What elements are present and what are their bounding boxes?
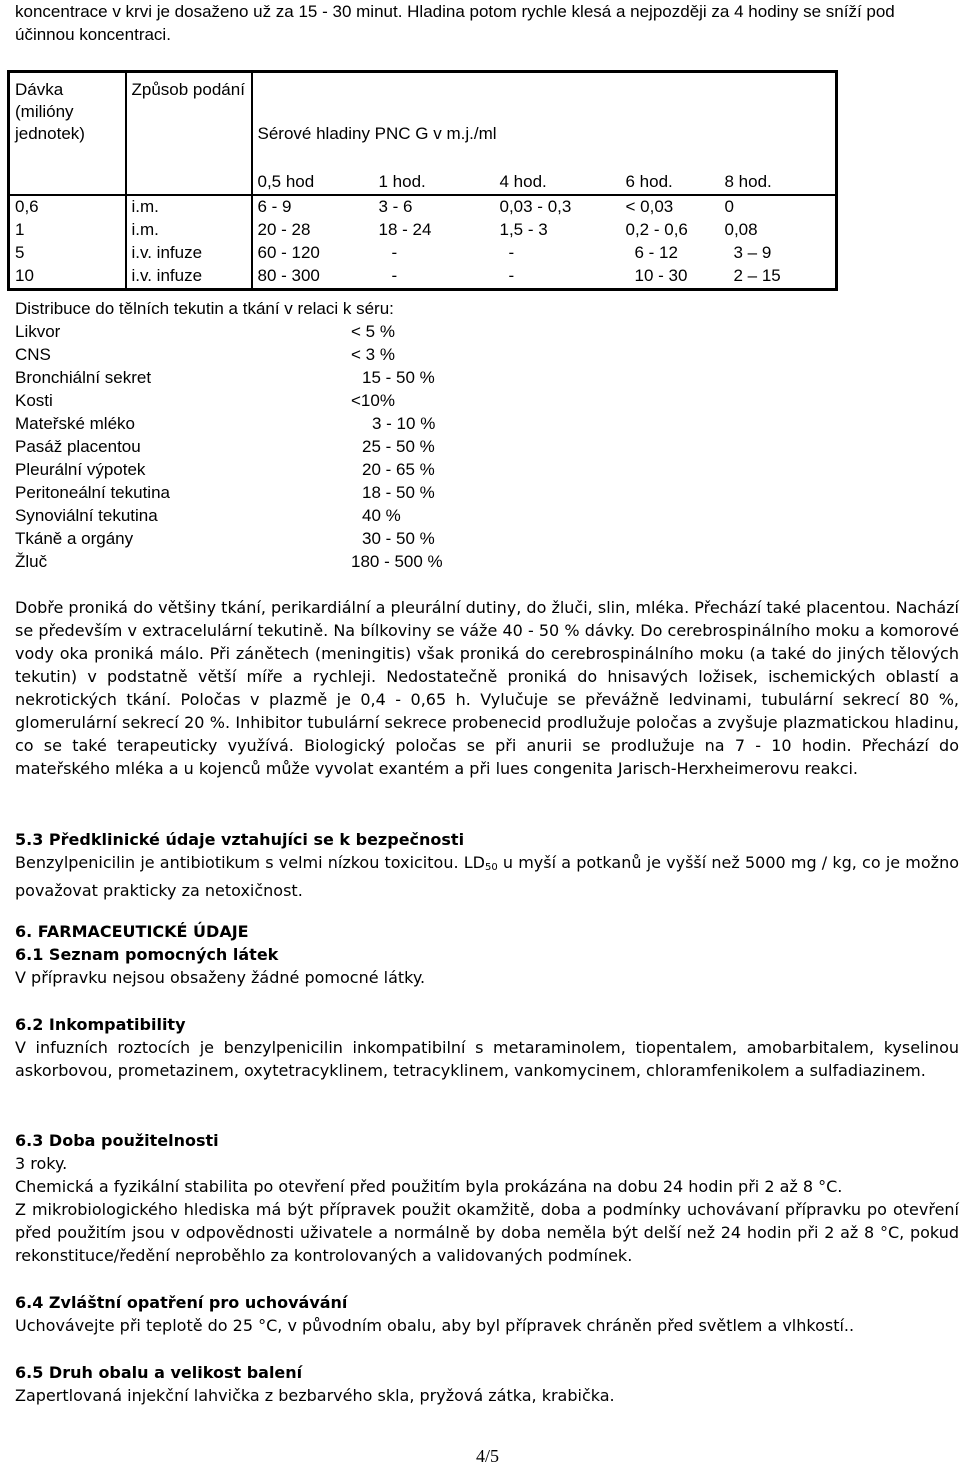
section-text: Chemická a fyzikální stabilita po otevření před použitím byla prokázána na dobu 24 hodin při 2 až 8 °C.	[15, 1177, 843, 1196]
section-text: Benzylpenicilin je antibiotikum s velmi nízkou toxicitou. $LD_{50}$ u myší a potkanů je vyšší než 5000 mg / kg, co je možno považovat prakticky za netoxičnost.	[15, 853, 960, 900]
intro-paragraph: koncentrace v krvi je dosaženo už za 15 - 30 minut. Hladina potom rychle klesá a nejpozději za 4 hodiny se sníží pod účinnou koncentraci.	[15, 2, 895, 44]
level-cell: 0	[724, 197, 734, 216]
section-text: Uchovávejte při teplotě do 25 °C, v původním obalu, aby byl přípravek chráněn před světlem a vlhkostí..	[15, 1316, 855, 1335]
level-cell: 18 - 24	[378, 220, 432, 239]
level-cell: 3 – 9	[733, 243, 772, 262]
table-row	[9, 242, 837, 265]
item-value: 15 - 50 %	[362, 368, 435, 387]
header-dose: Dávka (milióny jednotek)	[15, 80, 85, 143]
time-header: 4 hod.	[495, 171, 621, 195]
level-cell: 1,5 - 3	[499, 220, 548, 239]
item-label: Tkáně a orgány	[15, 529, 134, 548]
level-cell: 80 - 300	[252, 265, 374, 290]
section-6-2	[15, 1013, 959, 1082]
time-header: 8 hod.	[720, 171, 837, 195]
item-value: 20 - 65 %	[362, 460, 435, 479]
item-value: < 5 %	[351, 322, 395, 341]
route-cell: i.m.	[126, 195, 252, 219]
header-route: Způsob podání	[126, 72, 252, 172]
level-cell: 0,08	[724, 220, 758, 239]
dose-cell: 5	[15, 243, 25, 262]
level-cell: 0,03 - 0,3	[499, 197, 572, 216]
dose-cell: 0,6	[15, 197, 39, 216]
section-heading: 6. FARMACEUTICKÉ ÚDAJE	[15, 922, 249, 941]
section-5-3	[15, 828, 959, 902]
section-heading: 5.3 Předklinické údaje vztahujíci se k bezpečnosti	[15, 830, 465, 849]
item-value: 180 - 500 %	[351, 552, 443, 571]
level-cell: -	[391, 243, 398, 262]
item-value: <10%	[351, 391, 395, 410]
table-row	[9, 265, 837, 290]
level-cell: 60 - 120	[252, 242, 374, 265]
section-heading: 6.1 Seznam pomocných látek	[15, 945, 279, 964]
time-header: 6 hod.	[621, 171, 720, 195]
section-6-3	[15, 1129, 959, 1267]
level-cell: 20 - 28	[252, 219, 374, 242]
section-text: 3 roky.	[15, 1154, 68, 1173]
item-value: < 3 %	[351, 345, 395, 364]
level-cell: 3 - 6	[378, 197, 413, 216]
header-serum-levels: Sérové hladiny PNC G v m.j./ml	[252, 72, 837, 172]
level-cell: < 0,03	[625, 197, 674, 216]
item-label: Mateřské mléko	[15, 414, 135, 433]
level-cell: -	[508, 266, 515, 285]
item-value: 30 - 50 %	[362, 529, 435, 548]
distribution-title: Distribuce do tělních tekutin a tkání v relaci k séru:	[15, 299, 394, 318]
section-6-5	[15, 1361, 959, 1407]
item-value: 40 %	[362, 506, 401, 525]
section-text: V přípravku nejsou obsaženy žádné pomocné látky.	[15, 968, 426, 987]
time-header: 1 hod.	[374, 171, 495, 195]
item-value: 18 - 50 %	[362, 483, 435, 502]
section-heading: 6.2 Inkompatibility	[15, 1015, 186, 1034]
penetration-paragraph: Dobře proniká do většiny tkání, perikardiální a pleurální dutiny, do žluči, slin, mléka. Přechází také placentou. Nachází se především v extracelulární tekutině. Na bílkoviny se váže 40 - 50 % dávky. Do cerebrospinálního moku a komorové vody oka proniká málo. Při zánětech (meningitis) však proniká do cerebrospinálního moku (a také do jiných tělových tekutin) v podstatně větší míře a rychleji. Nedostatečně proniká do hnisavých ložisek, ischemických oblastí a nekrotických tkání. Poločas v plazmě je 0,4 - 0,65 h. Vylučuje se převážně ledvinami, tubulární sekrecí 80 %, glomerulární sekrecí 20 %. Inhibitor tubulární sekrece probenecid prodlužuje poločas a zvyšuje plazmatickou hladinu, co se také terapeuticky využívá. Biologický poločas se při anurii se prodlužuje na 7 - 10 hodin. Přechází do mateřského mléka a u kojenců může vyvolat exantém a při lues congenita Jarisch-Herxheimerovu reakci.	[15, 598, 959, 778]
time-header: 0,5 hod	[252, 171, 374, 195]
level-cell: 2 – 15	[733, 266, 781, 285]
level-cell: -	[508, 243, 515, 262]
section-heading: 6.5 Druh obalu a velikost balení	[15, 1363, 303, 1382]
serum-levels-table	[7, 70, 838, 291]
item-label: Likvor	[15, 322, 61, 341]
item-value: 3 - 10 %	[372, 414, 436, 433]
route-cell: i.v. infuze	[126, 242, 252, 265]
table-row	[9, 195, 837, 219]
item-label: Pasáž placentou	[15, 437, 141, 456]
section-text: Zapertlovaná injekční lahvička z bezbarvého skla, pryžová zátka, krabička.	[15, 1386, 615, 1405]
level-cell: -	[391, 266, 398, 285]
level-cell: 0,2 - 0,6	[625, 220, 688, 239]
dose-cell: 10	[15, 266, 34, 285]
item-label: Bronchiální sekret	[15, 368, 152, 387]
item-label: Pleurální výpotek	[15, 460, 146, 479]
section-heading: 6.4 Zvláštní opatření pro uchovávání	[15, 1293, 348, 1312]
level-cell: 10 - 30	[634, 266, 688, 285]
page-number: 4/5	[475, 1446, 499, 1466]
item-label: CNS	[15, 345, 51, 364]
section-text: Z mikrobiologického hlediska má být přípravek použit okamžitě, doba a podmínky uchovávaní přípravku po otevření před použitím jsou v odpovědnosti uživatele a normálně by doba neměla být delší než 24 hodin při 2 až 8 °C, pokud rekonstituce/ředění neproběhlo za kontrolovaných a validovaných podmínek.	[15, 1200, 959, 1265]
level-cell: 6 - 9	[252, 195, 374, 219]
section-heading: 6.3 Doba použitelnosti	[15, 1131, 219, 1150]
item-label: Kosti	[15, 391, 53, 410]
item-label: Synoviální tekutina	[15, 506, 158, 525]
item-label: Peritoneální tekutina	[15, 483, 170, 502]
route-cell: i.m.	[126, 219, 252, 242]
section-6	[15, 920, 959, 989]
level-cell: 6 - 12	[634, 243, 678, 262]
section-text: V infuzních roztocích je benzylpenicilin inkompatibilní s metaraminolem, tiopentalem, amobarbitalem, kyselinou askorbovou, prometazinem, oxytetracyklinem, tetracyklinem, vankomycinem, chloramfenikolem a sulfadiazinem.	[15, 1038, 959, 1080]
table-row	[9, 219, 837, 242]
item-label: Žluč	[15, 552, 48, 571]
item-value: 25 - 50 %	[362, 437, 435, 456]
dose-cell: 1	[15, 220, 25, 239]
route-cell: i.v. infuze	[126, 265, 252, 290]
section-6-4	[15, 1291, 959, 1337]
